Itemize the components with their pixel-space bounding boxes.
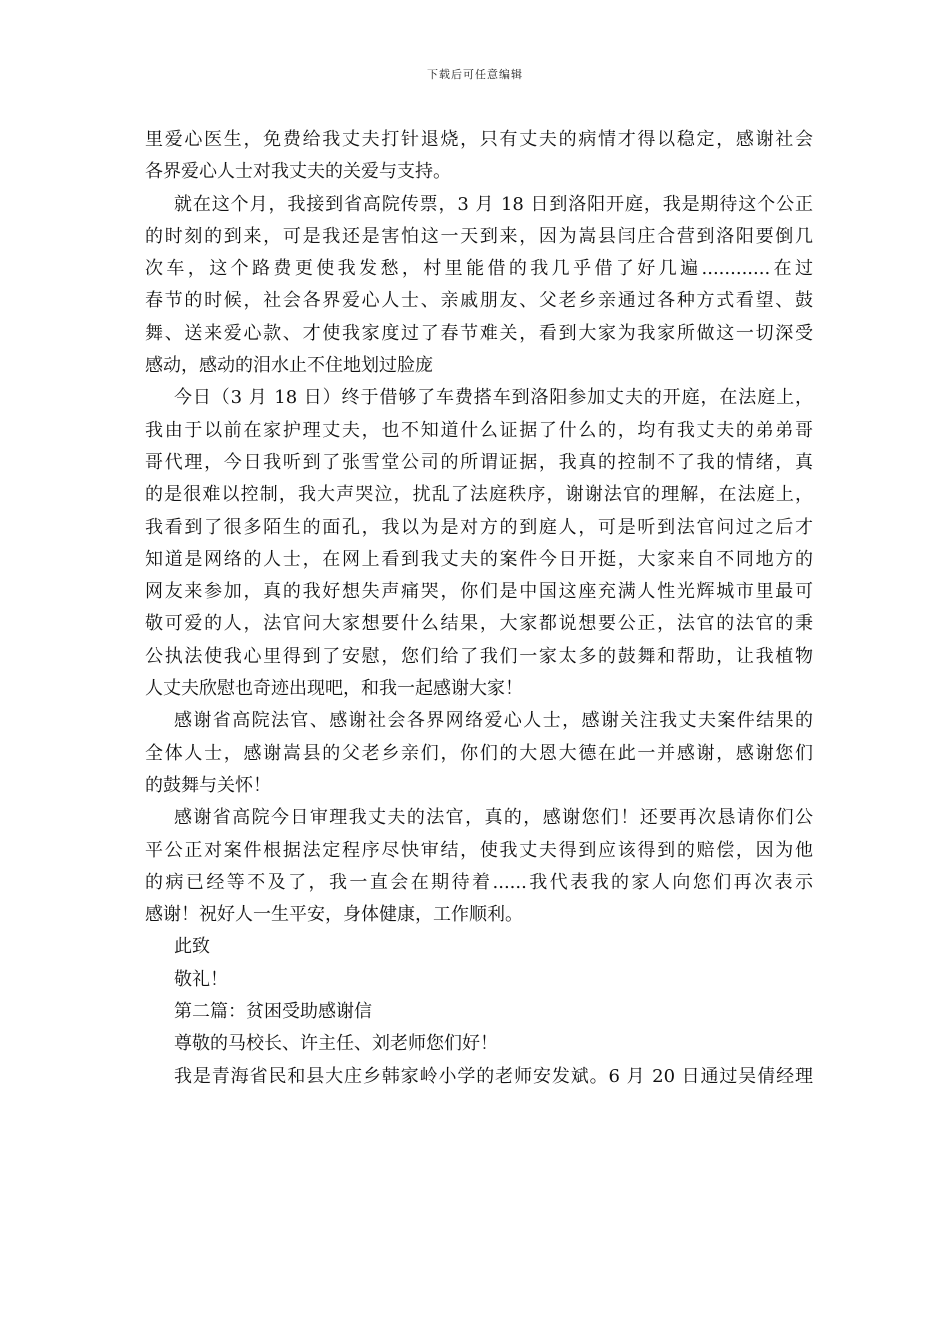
text-line: 知道是网络的人士，在网上看到我丈夫的案件今日开挺，大家来自不同地方的 xyxy=(145,548,813,570)
text-line: 里爱心医生，免费给我丈夫打针退烧，只有丈夫的病情才得以稳定，感谢社会 xyxy=(145,129,813,150)
text-line: 的鼓舞与关怀！ xyxy=(145,774,271,796)
paragraph-3 xyxy=(145,382,813,705)
text-line: 平公正对案件根据法定程序尽快审结，使我丈夫得到应该得到的赔偿，因为他 xyxy=(145,839,813,861)
text-line: 的是很难以控制，我大声哭泣，扰乱了法庭秩序，谢谢法官的理解，在法庭上， xyxy=(145,484,813,506)
second-letter-greeting: 尊敬的马校长、许主任、刘老师您们好！ xyxy=(174,1033,498,1055)
letter-body xyxy=(145,124,813,1093)
paragraph-2 xyxy=(145,189,813,383)
closing-cizhi: 此致 xyxy=(174,936,210,958)
text-line: 就在这个月，我接到省高院传票，3 月 18 日到洛阳开庭，我是期待这个公正 xyxy=(174,193,813,215)
text-line: 的病已经等不及了，我一直会在期待着......我代表我的家人向您们再次表示 xyxy=(145,871,813,893)
text-line: 网友来参加，真的我好想失声痛哭，你们是中国这座充满人性光辉城市里最可 xyxy=(145,581,813,603)
text-line: 的时刻的到来，可是我还是害怕这一天到来，因为嵩县闫庄合营到洛阳要倒几 xyxy=(145,225,813,247)
paragraph-5 xyxy=(145,802,813,931)
text-line: 感谢省高院法官、感谢社会各界网络爱心人士，感谢关注我丈夫案件结果的 xyxy=(174,710,813,732)
second-letter-first-line: 我是青海省民和县大庄乡韩家岭小学的老师安发斌。6 月 20 日通过吴倩经理 xyxy=(174,1065,813,1087)
paragraph-4 xyxy=(145,705,813,802)
text-line: 敬可爱的人，法官问大家想要什么结果，大家都说想要公正，法官的法官的秉 xyxy=(145,613,813,635)
text-line: 各界爱心人士对我丈夫的关爱与支持。 xyxy=(145,161,451,183)
text-line: 今日（3 月 18 日）终于借够了车费搭车到洛阳参加丈夫的开庭，在法庭上， xyxy=(174,387,813,409)
text-line: 全体人士，感谢嵩县的父老乡亲们，你们的大恩大德在此一并感谢，感谢您们 xyxy=(145,742,813,764)
text-line: 舞、送来爱心款、才使我家度过了春节难关，看到大家为我家所做这一切深受 xyxy=(145,322,813,344)
text-line: 我由于以前在家护理丈夫，也不知道什么证据了什么的，均有我丈夫的弟弟哥 xyxy=(145,419,813,441)
text-line: 感谢省高院今日审理我丈夫的法官，真的，感谢您们！还要再次恳请你们公 xyxy=(174,807,813,829)
text-line: 我看到了很多陌生的面孔，我以为是对方的到庭人，可是听到法官问过之后才 xyxy=(145,516,813,538)
closing-jingli: 敬礼！ xyxy=(174,968,228,990)
second-letter-title: 第二篇：贫困受助感谢信 xyxy=(174,1001,372,1023)
text-line: 哥代理，今日我听到了张雪堂公司的所谓证据，我真的控制不了我的情绪，真 xyxy=(145,451,813,473)
page-header-note: 下载后可任意编辑 xyxy=(427,68,523,81)
text-line: 人丈夫欣慰也奇迹出现吧，和我一起感谢大家！ xyxy=(145,678,523,700)
text-line: 次车，这个路费更使我发愁，村里能借的我几乎借了好几遍............在过 xyxy=(145,258,813,280)
text-line: 感谢！祝好人一生平安，身体健康，工作顺利。 xyxy=(145,904,523,926)
text-line: 感动，感动的泪水止不住地划过脸庞 xyxy=(145,355,433,377)
paragraph-1 xyxy=(145,124,813,189)
text-line: 春节的时候，社会各界爱心人士、亲戚朋友、父老乡亲通过各种方式看望、鼓 xyxy=(145,290,813,312)
text-line: 公执法使我心里得到了安慰，您们给了我们一家太多的鼓舞和帮助，让我植物 xyxy=(145,645,813,667)
